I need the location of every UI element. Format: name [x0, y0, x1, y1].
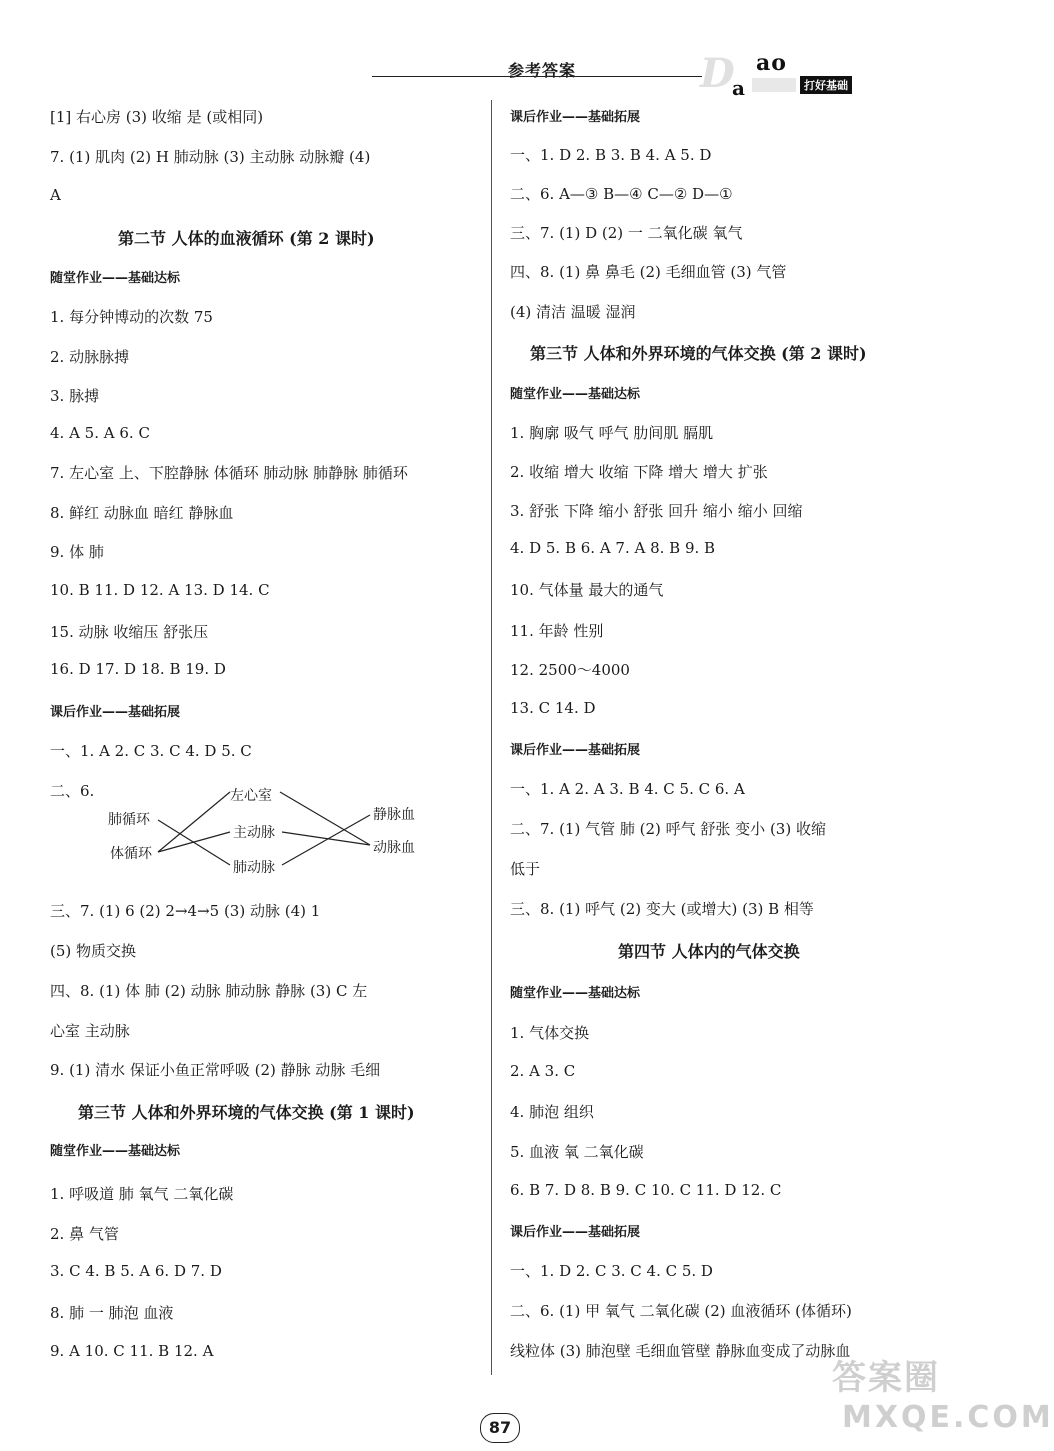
- answer-line: 6. B 7. D 8. B 9. C 10. C 11. D 12. C: [510, 1181, 782, 1199]
- answer-line: 一、1. D 2. C 3. C 4. C 5. D: [510, 1262, 713, 1280]
- section-heading: 第二节 人体的血液循环 (第 2 课时): [118, 229, 375, 248]
- subsection-heading: 课后作业——基础拓展: [510, 743, 641, 758]
- answer-line: 3. 舒张 下降 缩小 舒张 回升 缩小 缩小 回缩: [510, 502, 803, 520]
- logo-letter-d: D: [700, 50, 735, 97]
- answer-line: 1. 气体交换: [510, 1024, 590, 1042]
- answer-line: 2. A 3. C: [510, 1062, 576, 1080]
- answer-line: 1. 呼吸道 肺 氧气 二氧化碳: [50, 1185, 234, 1203]
- diagram-right-label: 动脉血: [373, 840, 415, 856]
- subsection-heading: 随堂作业——基础达标: [50, 271, 181, 286]
- answer-line: 11. 年龄 性别: [510, 622, 604, 640]
- subsection-heading: 课后作业——基础拓展: [510, 110, 641, 125]
- watermark-url: MXQE.COM: [842, 1400, 1054, 1435]
- circulation-matching-diagram: [100, 777, 440, 877]
- answer-line: 9. A 10. C 11. B 12. A: [50, 1342, 214, 1360]
- answer-line: 3. 脉搏: [50, 387, 100, 405]
- answer-line: 二、6. (1) 甲 氧气 二氧化碳 (2) 血液循环 (体循环): [510, 1302, 852, 1320]
- answer-line: 三、7. (1) 6 (2) 2→4→5 (3) 动脉 (4) 1: [50, 902, 321, 920]
- answer-line: 2. 鼻 气管: [50, 1225, 119, 1243]
- subsection-heading: 课后作业——基础拓展: [50, 705, 181, 720]
- answer-line: 4. 肺泡 组织: [510, 1103, 594, 1121]
- diagram-middle-label: 主动脉: [233, 825, 275, 841]
- answer-line: 8. 鲜红 动脉血 暗红 静脉血: [50, 504, 234, 522]
- answer-line: A: [50, 186, 61, 204]
- answer-line: 5. 血液 氧 二氧化碳: [510, 1143, 644, 1161]
- answer-line: 三、8. (1) 呼气 (2) 变大 (或增大) (3) B 相等: [510, 900, 814, 918]
- subsection-heading: 随堂作业——基础达标: [50, 1144, 181, 1159]
- answer-line: 2. 动脉脉搏: [50, 348, 130, 366]
- answer-line: 8. 肺 一 肺泡 血液: [50, 1304, 174, 1322]
- answer-line: [1] 右心房 (3) 收缩 是 (或相同): [50, 108, 264, 126]
- answer-line: 二、6.: [50, 782, 95, 800]
- brand-logo: [700, 46, 870, 104]
- answer-line: 线粒体 (3) 肺泡壁 毛细血管壁 静脉血变成了动脉血: [510, 1342, 851, 1360]
- logo-letter-a: a: [732, 76, 745, 100]
- logo-letters-ao: ao: [756, 50, 787, 76]
- page-number: 87: [480, 1413, 520, 1443]
- answer-line: 10. 气体量 最大的通气: [510, 581, 664, 599]
- answer-line: 低于: [510, 860, 541, 878]
- section-heading: 第四节 人体内的气体交换: [618, 942, 800, 961]
- header-rule: [372, 76, 702, 77]
- diagram-middle-label: 左心室: [230, 788, 272, 804]
- logo-tag: 打好基础: [800, 76, 852, 94]
- diagram-left-label: 体循环: [110, 846, 152, 862]
- subsection-heading: 随堂作业——基础达标: [510, 986, 641, 1001]
- answer-line: 15. 动脉 收缩压 舒张压: [50, 623, 209, 641]
- answer-line: 9. (1) 清水 保证小鱼正常呼吸 (2) 静脉 动脉 毛细: [50, 1061, 381, 1079]
- answer-line: 三、7. (1) D (2) 一 二氧化碳 氧气: [510, 224, 743, 242]
- page-header-title: 参考答案: [508, 61, 577, 80]
- column-divider: [491, 100, 492, 1375]
- answer-line: 16. D 17. D 18. B 19. D: [50, 660, 226, 678]
- section-heading: 第三节 人体和外界环境的气体交换 (第 2 课时): [530, 344, 867, 363]
- answer-line: 7. (1) 肌肉 (2) H 肺动脉 (3) 主动脉 动脉瓣 (4): [50, 148, 371, 166]
- diagram-right-label: 静脉血: [373, 807, 415, 823]
- answer-line: 4. A 5. A 6. C: [50, 424, 150, 442]
- answer-line: 一、1. D 2. B 3. B 4. A 5. D: [510, 146, 712, 164]
- subsection-heading: 随堂作业——基础达标: [510, 387, 641, 402]
- answer-line: 四、8. (1) 鼻 鼻毛 (2) 毛细血管 (3) 气管: [510, 263, 787, 281]
- answer-line: 3. C 4. B 5. A 6. D 7. D: [50, 1262, 222, 1280]
- answer-line: 7. 左心室 上、下腔静脉 体循环 肺动脉 肺静脉 肺循环: [50, 464, 408, 482]
- answer-line: 二、6. A—③ B—④ C—② D—①: [510, 185, 733, 203]
- section-heading: 第三节 人体和外界环境的气体交换 (第 1 课时): [78, 1103, 415, 1122]
- answer-line: 4. D 5. B 6. A 7. A 8. B 9. B: [510, 539, 716, 557]
- answer-line: 二、7. (1) 气管 肺 (2) 呼气 舒张 变小 (3) 收缩: [510, 820, 826, 838]
- answer-line: 四、8. (1) 体 肺 (2) 动脉 肺动脉 静脉 (3) C 左: [50, 982, 368, 1000]
- answer-line: 1. 每分钟博动的次数 75: [50, 308, 213, 326]
- answer-line: (4) 清洁 温暖 湿润: [510, 303, 636, 321]
- answer-line: 一、1. A 2. A 3. B 4. C 5. C 6. A: [510, 780, 745, 798]
- diagram-middle-label: 肺动脉: [233, 860, 275, 876]
- answer-line: 1. 胸廓 吸气 呼气 肋间肌 膈肌: [510, 424, 714, 442]
- subsection-heading: 课后作业——基础拓展: [510, 1225, 641, 1240]
- diagram-left-label: 肺循环: [108, 812, 150, 828]
- watermark-cn: 答案圈: [832, 1358, 940, 1398]
- answer-line: 10. B 11. D 12. A 13. D 14. C: [50, 581, 270, 599]
- answer-line: 13. C 14. D: [510, 699, 596, 717]
- answer-line: 9. 体 肺: [50, 543, 104, 561]
- answer-line: (5) 物质交换: [50, 942, 137, 960]
- answer-line: 12. 2500～4000: [510, 661, 630, 679]
- answer-line: 2. 收缩 增大 收缩 下降 增大 增大 扩张: [510, 463, 768, 481]
- answer-line: 一、1. A 2. C 3. C 4. D 5. C: [50, 742, 252, 760]
- site-watermark: [818, 1350, 1054, 1451]
- answer-line: 心室 主动脉: [50, 1022, 130, 1040]
- logo-ghost-band: [752, 78, 796, 92]
